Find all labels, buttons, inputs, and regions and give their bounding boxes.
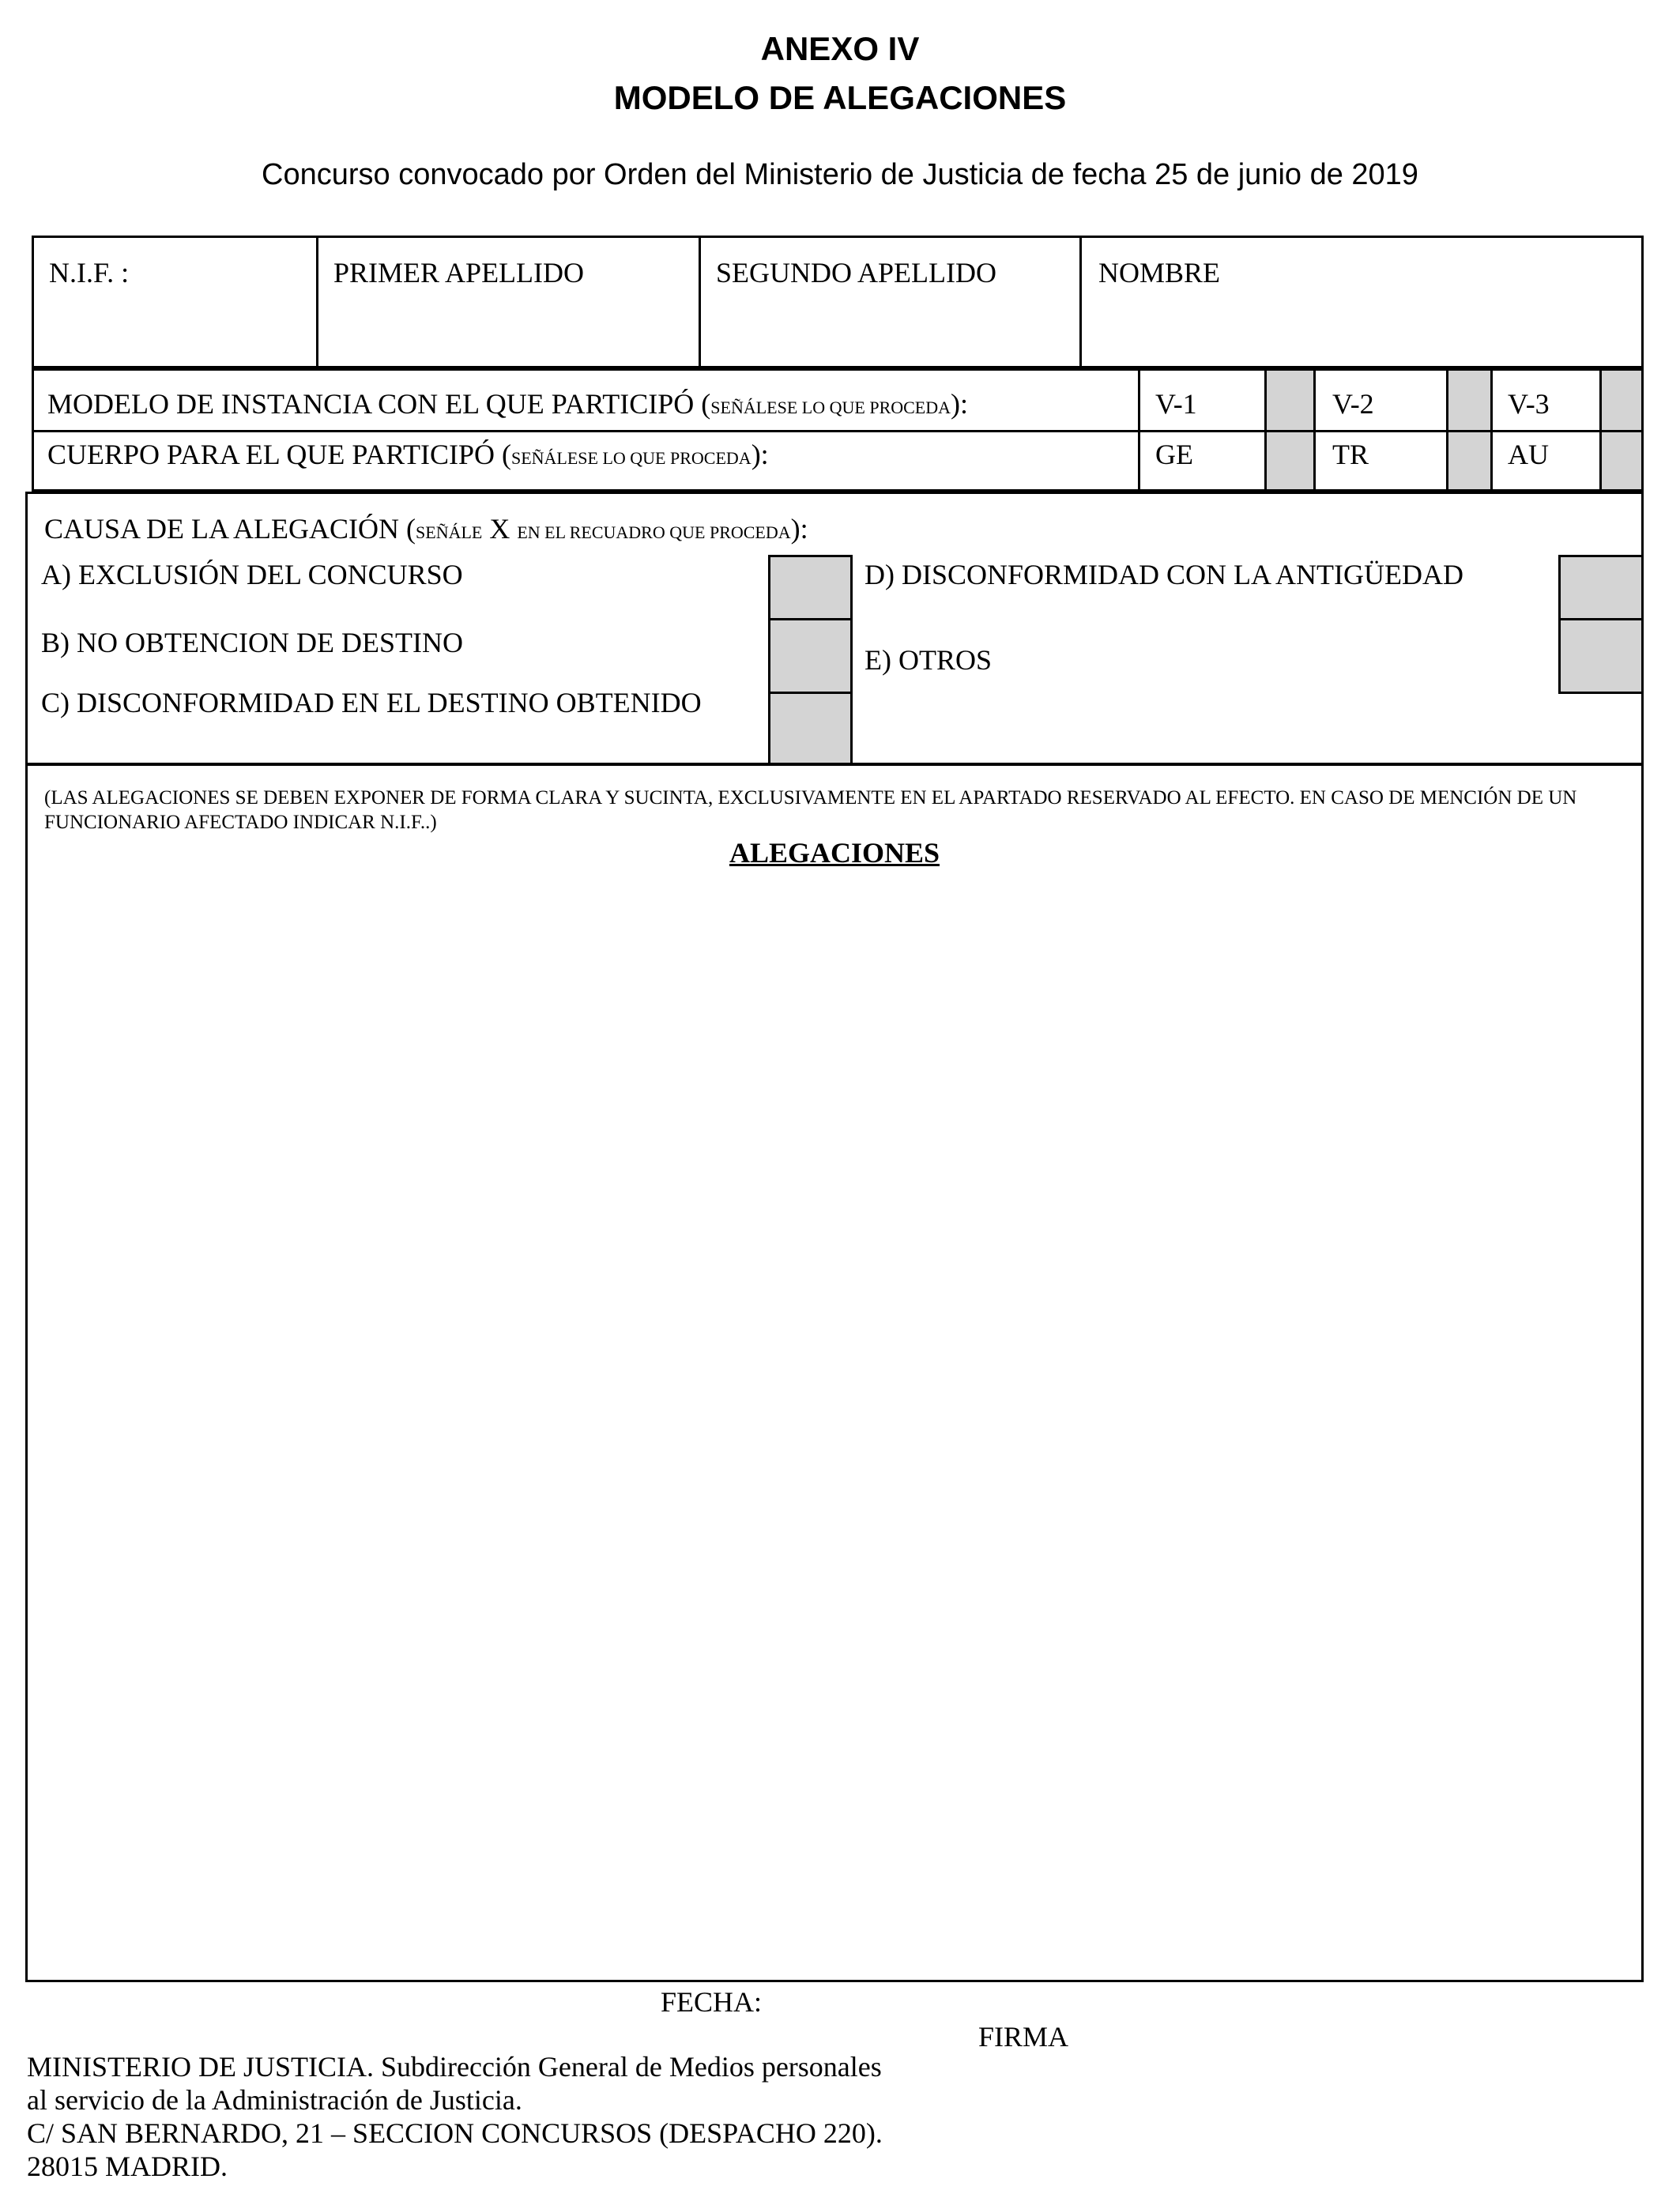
checkbox-ge[interactable] [1264, 430, 1316, 492]
checkbox-tr[interactable] [1446, 430, 1493, 492]
signature-label: FIRMA [978, 2021, 1069, 2053]
checkbox-cause-b[interactable] [768, 618, 853, 694]
name-input[interactable] [1084, 294, 1637, 364]
divider [1079, 236, 1082, 368]
option-ge-label: GE [1155, 439, 1193, 470]
checkbox-cause-d[interactable] [1558, 555, 1644, 620]
body-label: CUERPO PARA EL QUE PARTICIPÓ (SEÑÁLESE LO QUE PROCEDA): [47, 439, 769, 470]
address-line: MINISTERIO DE JUSTICIA. Subdirección General de Medios personales [27, 2051, 882, 2083]
nif-label: N.I.F. : [49, 257, 130, 288]
checkbox-v3[interactable] [1599, 368, 1644, 432]
allegations-text-area[interactable] [40, 885, 1629, 1968]
nif-field[interactable] [321, 294, 695, 364]
checkbox-v2[interactable] [1446, 368, 1493, 432]
allegations-heading: ALEGACIONES [729, 837, 940, 869]
form-subtitle: Concurso convocado por Orden del Ministerio de Justicia de fecha 25 de junio de 2019 [262, 158, 1418, 191]
checkbox-cause-c[interactable] [768, 692, 853, 765]
checkbox-au[interactable] [1599, 430, 1644, 492]
address-block [27, 2050, 883, 2183]
divider [316, 236, 318, 368]
option-au-label: AU [1508, 439, 1549, 470]
option-c-label: C) DISCONFORMIDAD EN EL DESTINO OBTENIDO [41, 687, 702, 718]
second-surname-label: SEGUNDO APELLIDO [716, 257, 996, 288]
option-e-label: E) OTROS [864, 644, 992, 676]
option-d-label: D) DISCONFORMIDAD CON LA ANTIGÜEDAD [864, 559, 1464, 590]
first-surname-label: PRIMER APELLIDO [333, 257, 585, 288]
allegations-note: (LAS ALEGACIONES SE DEBEN EXPONER DE FORMA CLARA Y SUCINTA, EXCLUSIVAMENTE EN EL APARTADO RESERVADO AL EFECTO. EN CASO DE MENCIÓN DE UN FUNCIONARIO AFECTADO INDICAR N.I.F..) [44, 787, 1577, 833]
form-title: MODELO DE ALEGACIONES [613, 79, 1067, 116]
checkbox-v1[interactable] [1264, 368, 1316, 432]
divider [32, 430, 1644, 432]
option-tr-label: TR [1332, 439, 1369, 470]
second-surname-input[interactable] [703, 294, 1076, 364]
option-v2-label: V-2 [1332, 388, 1374, 420]
option-v3-label: V-3 [1508, 388, 1550, 420]
annex-title: ANEXO IV [760, 30, 920, 67]
divider [699, 236, 701, 368]
checkbox-cause-e[interactable] [1558, 618, 1644, 694]
option-v1-label: V-1 [1155, 388, 1197, 420]
option-a-label: A) EXCLUSIÓN DEL CONCURSO [41, 559, 463, 590]
divider [1138, 368, 1140, 492]
address-line: 28015 MADRID. [27, 2151, 228, 2182]
date-label: FECHA: [661, 1986, 763, 2018]
cause-label: CAUSA DE LA ALEGACIÓN (SEÑÁLE X EN EL RECUADRO QUE PROCEDA): [44, 513, 808, 545]
model-label: MODELO DE INSTANCIA CON EL QUE PARTICIPÓ (SEÑÁLESE LO QUE PROCEDA): [47, 388, 969, 420]
name-label: NOMBRE [1098, 257, 1221, 288]
address-line: al servicio de la Administración de Justicia. [27, 2084, 522, 2116]
address-line: C/ SAN BERNARDO, 21 – SECCION CONCURSOS (DESPACHO 220). [27, 2117, 883, 2149]
checkbox-cause-a[interactable] [768, 555, 853, 620]
nif-input[interactable] [36, 294, 313, 364]
option-b-label: B) NO OBTENCION DE DESTINO [41, 627, 463, 658]
